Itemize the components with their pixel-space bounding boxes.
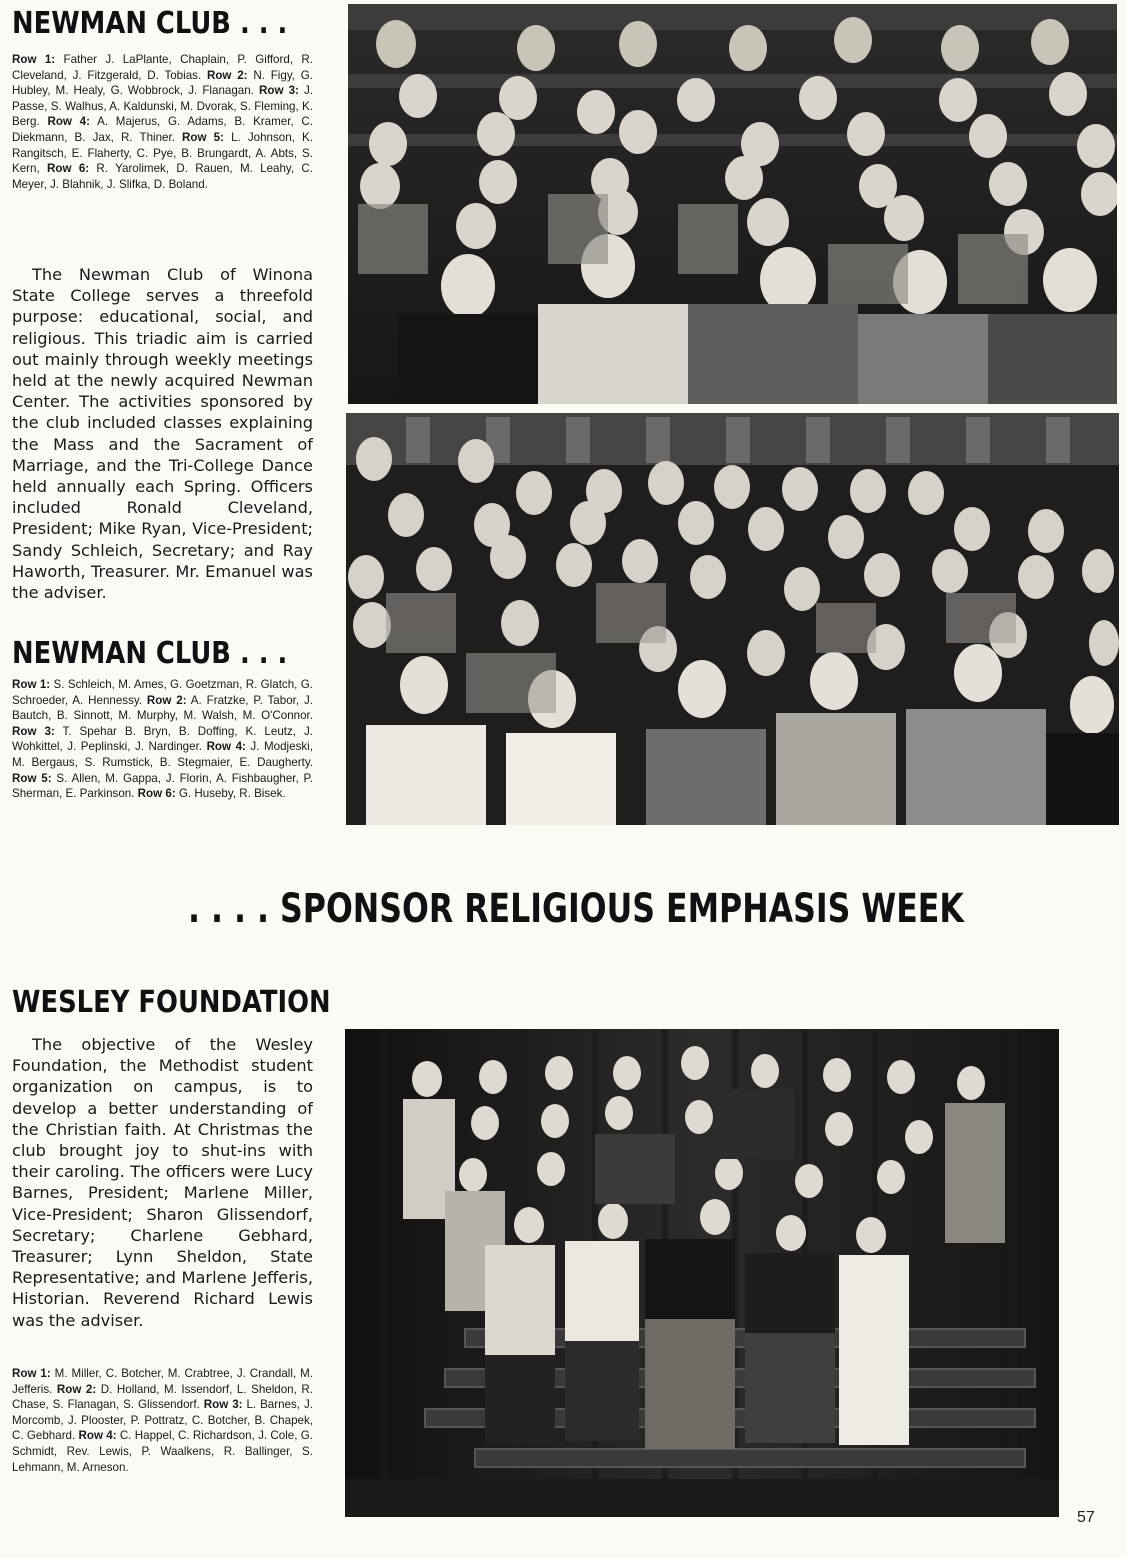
- roster-row-names: L. Barnes, J. Morcomb, J. Plooster, P. Pottratz, C. Botcher, B. Chapek, C. Gebhard.: [12, 1398, 313, 1443]
- roster-row-label: Row 4:: [47, 115, 90, 129]
- newman-club-title-2: NEWMAN CLUB . . .: [12, 636, 288, 671]
- roster-row-names: M. Miller, C. Botcher, M. Crabtree, J. Crandall, M. Jefferis.: [12, 1367, 313, 1396]
- roster-row-names: G. Huseby, R. Bisek.: [175, 787, 286, 801]
- section-banner: . . . . SPONSOR RELIGIOUS EMPHASIS WEEK: [188, 886, 964, 932]
- roster-row-names: J. Modjeski, M. Bergaus, S. Rumstick, B. Stegmaier, E. Daugherty.: [12, 740, 313, 769]
- roster-row-label: Row 2:: [206, 68, 248, 82]
- wesley-foundation-group-photo: [345, 1029, 1059, 1517]
- roster-row-label: Row 6:: [47, 162, 90, 176]
- wesley-foundation-roster: [12, 1366, 313, 1475]
- roster-row-label: Row 5:: [182, 130, 224, 144]
- newman-club-group-photo-1: [348, 4, 1117, 404]
- roster-row-label: Row 3:: [203, 1398, 243, 1412]
- roster-row-names: J. Passe, S. Walhus, A. Kaldunski, M. Dvorak, S. Fleming, K. Berg.: [12, 84, 313, 129]
- roster-row-label: Row 5:: [12, 771, 52, 785]
- wesley-foundation-description: The objective of the Wesley Foundation, the Methodist student organization on campus, is to develop a better understanding of the Christian faith. At Christmas the club brought joy to shut-ins with their caroling. The officers were Lucy Barnes, President; Marlene Miller, Vice-President; Sharon Glissendorf, Secretary; Charlene Gebhard, Treasurer; Lynn Sheldon, State Representative; and Marlene Jefferis, Historian. Reverend Richard Lewis was the adviser.: [12, 1035, 313, 1330]
- newman-club-title-1: NEWMAN CLUB . . .: [12, 6, 288, 41]
- roster-row-names: R. Yarolimek, D. Rauen, M. Leahy, C. Meyer, J. Blahnik, J. Slifka, D. Boland.: [12, 162, 313, 191]
- roster-row-names: S. Schleich, M. Ames, G. Goetzman, R. Glatch, G. Schroeder, A. Hennessy.: [12, 678, 313, 707]
- roster-row-names: Father J. LaPlante, Chaplain, P. Gifford, R. Cleveland, J. Fitzgerald, D. Tobias.: [12, 53, 313, 82]
- roster-row-label: Row 3:: [259, 84, 299, 98]
- roster-row-names: T. Spehar B. Bryn, B. Doffing, K. Leutz, J. Wohkittel, J. Peplinski, J. Nardinger.: [12, 724, 313, 754]
- roster-row-names: A. Fratzke, P. Tabor, J. Bautch, B. Sinnott, M. Murphy, M. Walsh, M. O'Connor.: [12, 693, 313, 723]
- newman-club-description: The Newman Club of Winona State College serves a threefold purpose: educational, social, and religious. This triadic aim is carried out mainly through weekly meetings held at the newly acquired Newman Center. The activities sponsored by the club included classes explaining the Mass and the Sacrament of Marriage, and the Tri-College Dance held annually each Spring. Officers included Ronald Cleveland, President; Mike Ryan, Vice-President; Sandy Schleich, Secretary; and Ray Haworth, Treasurer. Mr. Emanuel was the adviser.: [12, 265, 313, 603]
- roster-row-label: Row 4:: [78, 1429, 117, 1443]
- roster-row-names: S. Allen, M. Gappa, J. Florin, A. Fishbaugher, P. Sherman, E. Parkinson.: [12, 771, 313, 801]
- roster-row-label: Row 2:: [146, 693, 187, 707]
- roster-row-label: Row 2:: [56, 1382, 97, 1396]
- roster-row-names: N. Figy, G. Hubley, M. Healy, G. Wobbrock, J. Flanagan.: [12, 68, 313, 98]
- newman-club-roster-2: [12, 677, 313, 802]
- roster-row-names: A. Majerus, G. Adams, B. Kramer, C. Diekmann, B. Jax, R. Thiner.: [12, 115, 313, 144]
- page-number: 57: [1077, 1509, 1095, 1526]
- front-row-clothing: [398, 304, 1117, 404]
- roster-row-label: Row 4:: [206, 740, 246, 754]
- roster-row-label: Row 6:: [137, 787, 176, 801]
- roster-row-names: C. Happel, C. Richardson, J. Cole, G. Schmidt, Rev. Lewis, P. Waalkens, R. Ballinger, S. Lehmann, M. Arneson.: [12, 1429, 313, 1474]
- roster-row-label: Row 1:: [12, 53, 56, 66]
- wesley-foundation-title: WESLEY FOUNDATION: [12, 985, 331, 1020]
- newman-club-group-photo-2: [346, 413, 1119, 825]
- roster-row-label: Row 3:: [12, 724, 55, 738]
- roster-row-label: Row 1:: [12, 678, 51, 691]
- newman-club-roster-1: [12, 52, 313, 192]
- roster-row-names: L. Johnson, K. Rangitsch, E. Flaherty, C. Pye, B. Brungardt, A. Abts, S. Kern,: [12, 130, 313, 176]
- roster-row-names: D. Holland, M. Issendorf, L. Sheldon, R. Chase, S. Flanagan, S. Glissendorf.: [12, 1382, 313, 1412]
- roster-row-label: Row 1:: [12, 1367, 51, 1380]
